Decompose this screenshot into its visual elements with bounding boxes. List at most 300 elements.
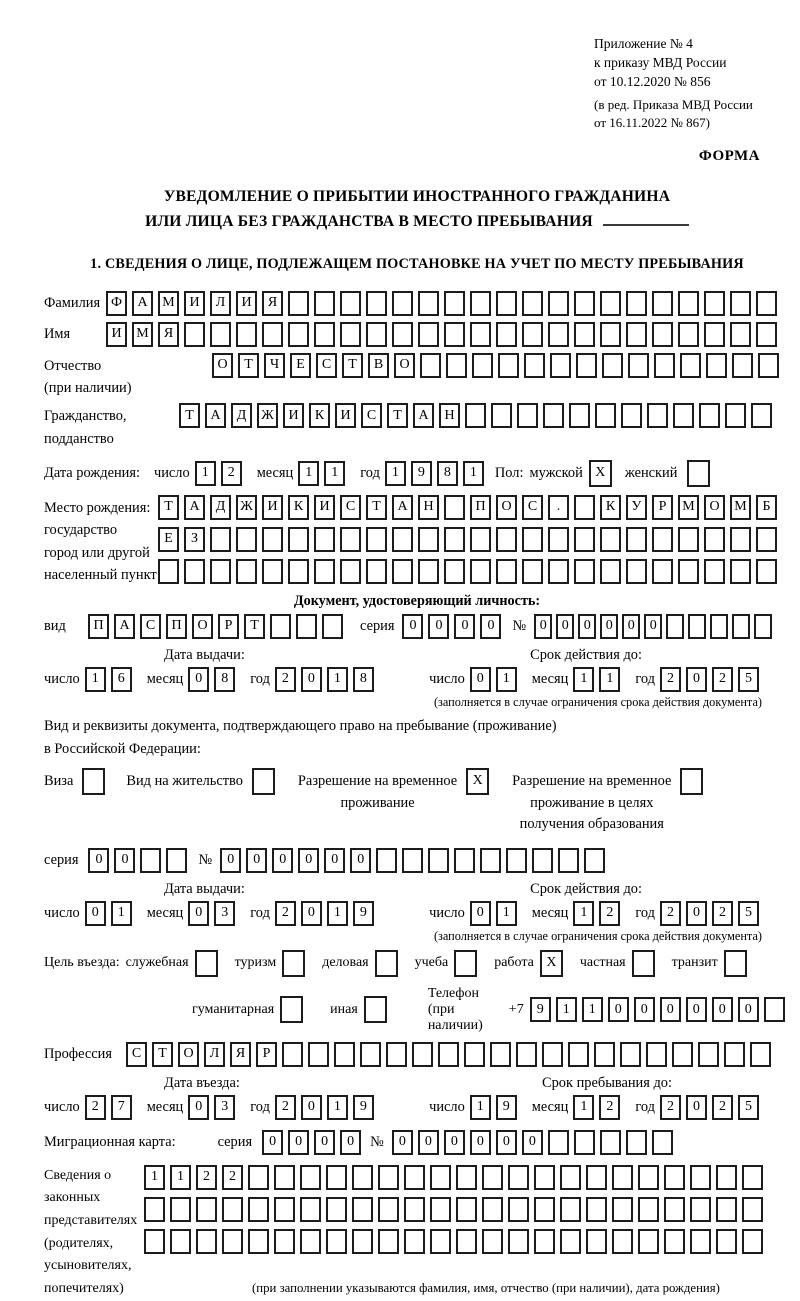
- char-box: М: [730, 495, 751, 520]
- birth-day-boxes: [195, 461, 247, 486]
- char-box: [274, 1165, 295, 1190]
- residence-expiry-month-boxes: [573, 901, 625, 926]
- citizenship-row: [44, 403, 790, 450]
- option-temp-residence-education-label: [512, 768, 671, 836]
- char-box: [678, 322, 699, 347]
- identity-doc-dates-row: [44, 667, 790, 692]
- char-box: [560, 1229, 581, 1254]
- char-box: [690, 1197, 711, 1222]
- birth-place-sublabel: город или другой: [44, 544, 150, 561]
- char-box: [352, 1229, 373, 1254]
- char-box: К: [288, 495, 309, 520]
- char-box: 1: [385, 461, 406, 486]
- revision-line: (в ред. Приказа МВД России: [594, 97, 753, 113]
- char-box: 0: [85, 901, 106, 926]
- option-label-line: Разрешение на временное: [512, 772, 672, 789]
- option-temp-residence-education: [512, 768, 708, 836]
- char-box: [524, 353, 545, 378]
- char-box: [664, 1197, 685, 1222]
- char-box: [498, 353, 519, 378]
- form-title: [44, 185, 790, 233]
- month-word: месяц: [531, 904, 569, 921]
- char-box: 0: [470, 1130, 491, 1155]
- char-box: [716, 1197, 737, 1222]
- char-box: X: [540, 950, 563, 977]
- phone-label: Телефон (при наличии): [427, 985, 483, 1033]
- char-box: И: [262, 495, 283, 520]
- patronymic-label: [44, 353, 212, 400]
- char-box: [680, 768, 703, 795]
- char-box: [558, 848, 579, 873]
- char-box: [742, 1197, 763, 1222]
- char-box: [620, 1042, 641, 1067]
- entry-day-boxes: [85, 1095, 137, 1120]
- char-box: 2: [599, 901, 620, 926]
- char-box: [170, 1229, 191, 1254]
- char-box: 0: [188, 1095, 209, 1120]
- char-box: 0: [188, 667, 209, 692]
- birth-place-boxes-row1: [158, 495, 782, 520]
- month-word: месяц: [531, 1098, 569, 1115]
- year-word: год: [635, 1098, 655, 1115]
- char-box: [340, 527, 361, 552]
- char-box: [196, 1197, 217, 1222]
- char-box: Н: [439, 403, 460, 428]
- char-box: [612, 1197, 633, 1222]
- char-box: [754, 614, 772, 639]
- char-box: [678, 527, 699, 552]
- doc-type-boxes: [88, 614, 348, 639]
- patronymic-row: [44, 353, 790, 400]
- char-box: К: [600, 495, 621, 520]
- char-box: [210, 322, 231, 347]
- residence-series-word: серия: [44, 851, 79, 868]
- char-box: 0: [246, 848, 267, 873]
- char-box: 2: [275, 901, 296, 926]
- char-box: 0: [470, 901, 491, 926]
- char-box: 1: [556, 997, 577, 1022]
- char-box: [262, 322, 283, 347]
- representatives-label-line: (родителях,: [44, 1235, 114, 1251]
- char-box: [454, 848, 475, 873]
- char-box: 0: [454, 614, 475, 639]
- char-box: [569, 403, 590, 428]
- char-box: И: [335, 403, 356, 428]
- citizenship-label-line1: Гражданство,: [44, 408, 127, 425]
- form-title-line1: УВЕДОМЛЕНИЕ О ПРИБЫТИИ ИНОСТРАННОГО ГРАЖДАНИНА: [163, 188, 671, 206]
- doc-expiry-year-boxes: [660, 667, 764, 692]
- char-box: 0: [262, 1130, 283, 1155]
- char-box: Ч: [264, 353, 285, 378]
- char-box: [751, 403, 772, 428]
- char-box: 0: [712, 997, 733, 1022]
- gender-male-label: мужской: [529, 464, 583, 481]
- char-box: П: [88, 614, 109, 639]
- option-temp-residence: [298, 768, 494, 814]
- appendix-line: к приказу МВД России: [594, 55, 727, 71]
- gender-female-checkbox: [687, 460, 715, 487]
- char-box: 0: [622, 614, 640, 639]
- expiry-date-heading: Срок действия до:: [530, 880, 642, 897]
- char-box: [522, 559, 543, 584]
- char-box: [534, 1229, 555, 1254]
- char-box: О: [394, 353, 415, 378]
- profession-boxes: [126, 1042, 776, 1067]
- char-box: Л: [210, 291, 231, 316]
- char-box: 2: [222, 1165, 243, 1190]
- char-box: [184, 559, 205, 584]
- char-box: [706, 353, 727, 378]
- char-box: О: [192, 614, 213, 639]
- char-box: [534, 1165, 555, 1190]
- char-box: [612, 1229, 633, 1254]
- char-box: [646, 1042, 667, 1067]
- char-box: 0: [634, 997, 655, 1022]
- char-box: [710, 614, 728, 639]
- char-box: [586, 1165, 607, 1190]
- representatives-boxes-row3: [144, 1229, 768, 1254]
- char-box: В: [368, 353, 389, 378]
- migration-number-word: №: [370, 1133, 384, 1150]
- char-box: Р: [256, 1042, 277, 1067]
- birth-place-label: [44, 495, 158, 586]
- title-blank-underline: [603, 224, 689, 226]
- option-temp-residence-checkbox: [466, 768, 494, 795]
- char-box: 1: [582, 997, 603, 1022]
- char-box: [210, 527, 231, 552]
- birth-place-boxes-row3: [158, 559, 782, 584]
- representatives-note: (при заполнении указываются фамилия, имя, отчество (при наличии), дата рождения): [252, 1280, 720, 1295]
- char-box: [688, 614, 706, 639]
- char-box: [314, 291, 335, 316]
- char-box: [428, 848, 449, 873]
- purpose-study-checkbox: [454, 950, 482, 977]
- char-box: 0: [301, 667, 322, 692]
- char-box: [360, 1042, 381, 1067]
- char-box: [672, 1042, 693, 1067]
- char-box: [594, 1042, 615, 1067]
- char-box: [300, 1197, 321, 1222]
- char-box: [574, 1130, 595, 1155]
- residence-doc-dates-row: [44, 901, 790, 926]
- char-box: X: [589, 460, 612, 487]
- char-box: 1: [170, 1165, 191, 1190]
- char-box: [472, 353, 493, 378]
- char-box: 1: [599, 667, 620, 692]
- char-box: Д: [210, 495, 231, 520]
- char-box: 0: [556, 614, 574, 639]
- issue-date-heading: Дата выдачи:: [164, 880, 245, 897]
- char-box: 0: [534, 614, 552, 639]
- char-box: [296, 614, 317, 639]
- char-box: [404, 1229, 425, 1254]
- option-visa-checkbox: [82, 768, 110, 795]
- char-box: [376, 848, 397, 873]
- char-box: [574, 527, 595, 552]
- char-box: М: [678, 495, 699, 520]
- char-box: [652, 559, 673, 584]
- purpose-private-label: частная: [579, 955, 626, 971]
- char-box: 1: [85, 667, 106, 692]
- char-box: [600, 1130, 621, 1155]
- char-box: 1: [144, 1165, 165, 1190]
- char-box: С: [340, 495, 361, 520]
- stay-month-boxes: [573, 1095, 625, 1120]
- char-box: [602, 353, 623, 378]
- char-box: 1: [111, 901, 132, 926]
- revision-line: от 16.11.2022 № 867): [594, 115, 711, 131]
- option-residence-permit-label: Вид на жительство: [126, 772, 243, 789]
- char-box: [252, 768, 275, 795]
- migration-series-word: серия: [217, 1133, 253, 1150]
- char-box: 8: [437, 461, 458, 486]
- char-box: [652, 291, 673, 316]
- char-box: 9: [353, 901, 374, 926]
- char-box: [378, 1165, 399, 1190]
- birth-place-boxes-row2: [158, 527, 782, 552]
- char-box: 0: [522, 1130, 543, 1155]
- char-box: 0: [608, 997, 629, 1022]
- char-box: [586, 1197, 607, 1222]
- char-box: [756, 291, 777, 316]
- char-box: [574, 495, 595, 520]
- char-box: [482, 1165, 503, 1190]
- char-box: [574, 291, 595, 316]
- char-box: [600, 559, 621, 584]
- char-box: [300, 1165, 321, 1190]
- option-visa: [44, 768, 110, 795]
- doc-issue-day-boxes: [85, 667, 137, 692]
- char-box: 1: [324, 461, 345, 486]
- char-box: [366, 322, 387, 347]
- name-row: [44, 322, 790, 347]
- char-box: .: [548, 495, 569, 520]
- char-box: 1: [195, 461, 216, 486]
- char-box: [638, 1197, 659, 1222]
- char-box: [548, 559, 569, 584]
- char-box: [274, 1229, 295, 1254]
- char-box: [210, 559, 231, 584]
- char-box: [482, 1197, 503, 1222]
- char-box: [600, 527, 621, 552]
- char-box: 1: [573, 901, 594, 926]
- char-box: [758, 353, 779, 378]
- char-box: [288, 322, 309, 347]
- char-box: [654, 353, 675, 378]
- char-box: А: [392, 495, 413, 520]
- char-box: [144, 1229, 165, 1254]
- char-box: [548, 527, 569, 552]
- stay-until-heading: Срок пребывания до:: [542, 1074, 672, 1091]
- char-box: Ф: [106, 291, 127, 316]
- form-label: ФОРМА: [698, 148, 760, 165]
- char-box: О: [704, 495, 725, 520]
- char-box: 0: [288, 1130, 309, 1155]
- issue-date-heading: Дата выдачи:: [164, 646, 245, 663]
- char-box: М: [132, 322, 153, 347]
- char-box: З: [184, 527, 205, 552]
- gender-male-checkbox: [589, 460, 617, 487]
- char-box: [444, 322, 465, 347]
- char-box: [456, 1165, 477, 1190]
- char-box: Ж: [236, 495, 257, 520]
- birth-place-row: [44, 495, 790, 591]
- entry-date-headers: [44, 1075, 790, 1092]
- char-box: Т: [244, 614, 265, 639]
- representatives-label: [44, 1163, 144, 1301]
- month-word: месяц: [146, 670, 184, 687]
- char-box: Е: [290, 353, 311, 378]
- char-box: А: [205, 403, 226, 428]
- char-box: 1: [463, 461, 484, 486]
- char-box: [560, 1165, 581, 1190]
- char-box: 0: [402, 614, 423, 639]
- expiry-note: (заполняется в случае ограничения срока действия документа): [433, 694, 762, 709]
- char-box: [522, 322, 543, 347]
- char-box: [438, 1042, 459, 1067]
- residence-number-boxes: [220, 848, 610, 873]
- char-box: [600, 291, 621, 316]
- char-box: 9: [411, 461, 432, 486]
- char-box: [418, 291, 439, 316]
- char-box: 1: [298, 461, 319, 486]
- migration-number-boxes: [392, 1130, 678, 1155]
- option-residence-permit: [126, 768, 280, 795]
- birth-year-boxes: [385, 461, 489, 486]
- char-box: [480, 848, 501, 873]
- char-box: [690, 1229, 711, 1254]
- entry-date-heading: Дата въезда:: [164, 1074, 240, 1091]
- char-box: 9: [530, 997, 551, 1022]
- char-box: 2: [660, 1095, 681, 1120]
- char-box: [444, 291, 465, 316]
- char-box: 0: [114, 848, 135, 873]
- char-box: [584, 848, 605, 873]
- char-box: [364, 996, 387, 1023]
- day-word: число: [429, 670, 465, 687]
- char-box: [764, 997, 785, 1022]
- char-box: [378, 1229, 399, 1254]
- char-box: [626, 527, 647, 552]
- char-box: 1: [573, 1095, 594, 1120]
- char-box: [638, 1229, 659, 1254]
- citizenship-label: [44, 403, 179, 450]
- purpose-transit-label: транзит: [671, 955, 718, 971]
- residence-expiry-day-boxes: [470, 901, 522, 926]
- char-box: 1: [327, 667, 348, 692]
- char-box: Т: [158, 495, 179, 520]
- residence-number-word: №: [198, 851, 213, 868]
- char-box: [314, 559, 335, 584]
- char-box: И: [283, 403, 304, 428]
- residence-series-boxes: [88, 848, 192, 873]
- year-word: год: [250, 904, 270, 921]
- char-box: [470, 559, 491, 584]
- char-box: [166, 848, 187, 873]
- char-box: [340, 559, 361, 584]
- char-box: [687, 460, 710, 487]
- residence-issue-day-boxes: [85, 901, 137, 926]
- char-box: [392, 527, 413, 552]
- surname-row: [44, 291, 790, 316]
- char-box: [496, 322, 517, 347]
- char-box: О: [178, 1042, 199, 1067]
- char-box: [262, 527, 283, 552]
- char-box: [698, 1042, 719, 1067]
- gender-label: Пол:: [494, 464, 524, 481]
- char-box: [288, 559, 309, 584]
- char-box: [574, 322, 595, 347]
- char-box: [506, 848, 527, 873]
- char-box: [522, 527, 543, 552]
- option-visa-label: Виза: [44, 772, 74, 789]
- char-box: [366, 291, 387, 316]
- month-word: месяц: [146, 1098, 184, 1115]
- char-box: Р: [218, 614, 239, 639]
- char-box: 5: [738, 1095, 759, 1120]
- char-box: 2: [599, 1095, 620, 1120]
- char-box: И: [106, 322, 127, 347]
- char-box: [725, 403, 746, 428]
- char-box: 2: [660, 667, 681, 692]
- char-box: [543, 403, 564, 428]
- char-box: С: [361, 403, 382, 428]
- identity-doc-row: [44, 614, 790, 639]
- char-box: [690, 1165, 711, 1190]
- char-box: 2: [196, 1165, 217, 1190]
- char-box: [340, 291, 361, 316]
- char-box: 2: [221, 461, 242, 486]
- char-box: 0: [188, 901, 209, 926]
- char-box: [386, 1042, 407, 1067]
- char-box: 0: [686, 667, 707, 692]
- char-box: 8: [214, 667, 235, 692]
- char-box: [750, 1042, 771, 1067]
- char-box: [464, 1042, 485, 1067]
- char-box: 5: [738, 901, 759, 926]
- purpose-official-checkbox: [195, 950, 223, 977]
- char-box: [270, 614, 291, 639]
- char-box: [352, 1197, 373, 1222]
- identity-doc-heading: Документ, удостоверяющий личность:: [293, 592, 541, 609]
- char-box: [560, 1197, 581, 1222]
- char-box: 0: [686, 901, 707, 926]
- char-box: 2: [275, 667, 296, 692]
- char-box: [730, 291, 751, 316]
- char-box: [626, 1130, 647, 1155]
- appendix-line: от 10.12.2020 № 856: [594, 74, 711, 90]
- surname-label: Фамилия: [44, 294, 101, 311]
- doc-issue-month-boxes: [188, 667, 240, 692]
- representatives-label-line: усыновителях,: [44, 1258, 132, 1274]
- char-box: [638, 1165, 659, 1190]
- char-box: [334, 1042, 355, 1067]
- doc-number-word: №: [512, 617, 527, 634]
- representatives-block: [44, 1163, 790, 1301]
- phone-prefix: +7: [508, 1001, 524, 1017]
- char-box: С: [126, 1042, 147, 1067]
- section1-heading: 1. СВЕДЕНИЯ О ЛИЦЕ, ПОДЛЕЖАЩЕМ ПОСТАНОВКЕ НА УЧЕТ ПО МЕСТУ ПРЕБЫВАНИЯ: [90, 255, 744, 272]
- char-box: Я: [262, 291, 283, 316]
- char-box: Т: [366, 495, 387, 520]
- char-box: [704, 527, 725, 552]
- char-box: [430, 1229, 451, 1254]
- char-box: [326, 1165, 347, 1190]
- purpose-business-label: деловая: [322, 955, 369, 971]
- char-box: О: [496, 495, 517, 520]
- char-box: [392, 322, 413, 347]
- char-box: [730, 559, 751, 584]
